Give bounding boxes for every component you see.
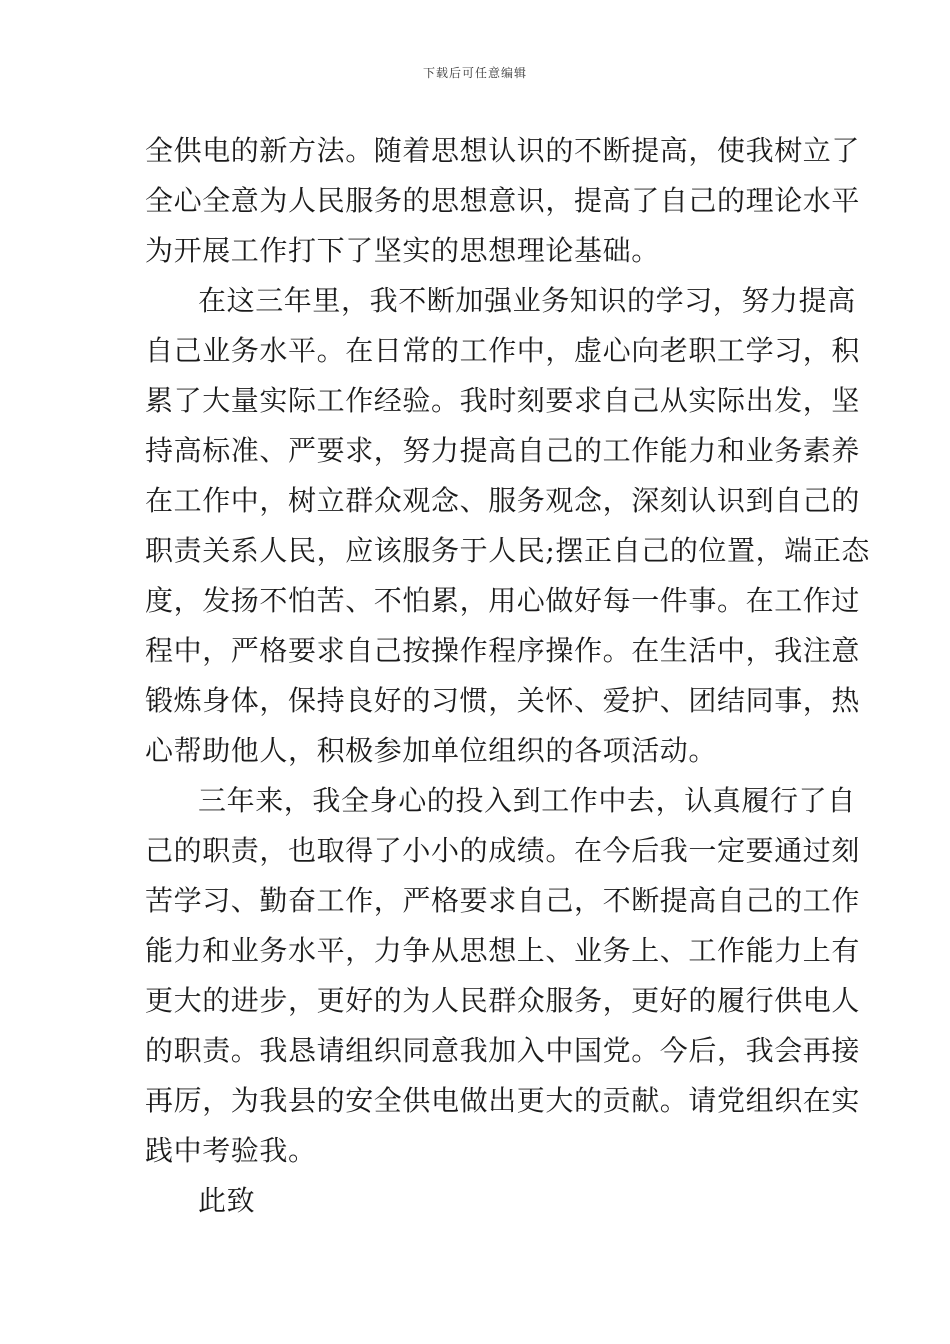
text-line: 的职责。我恳请组织同意我加入中国党。今后，我会再接 [145, 1034, 861, 1067]
text-line: 全心全意为人民服务的思想意识，提高了自己的理论水平 [145, 184, 861, 217]
text-line: 为开展工作打下了坚实的思想理论基础。 [145, 234, 660, 267]
text-line: 锻炼身体，保持良好的习惯，关怀、爱护、团结同事，热 [145, 684, 861, 717]
text-line: 全供电的新方法。随着思想认识的不断提高，使我树立了 [145, 134, 861, 167]
text-line: 苦学习、勤奋工作，严格要求自己，不断提高自己的工作 [145, 884, 861, 917]
text-line: 持高标准、严要求，努力提高自己的工作能力和业务素养 [145, 434, 861, 467]
text-line: 程中，严格要求自己按操作程序操作。在生活中，我注意 [145, 634, 861, 667]
closing-salutation: 此致 [198, 1184, 256, 1217]
text-line: 自己业务水平。在日常的工作中，虚心向老职工学习，积 [145, 334, 861, 367]
text-line: 心帮助他人，积极参加单位组织的各项活动。 [145, 734, 718, 767]
text-line: 己的职责，也取得了小小的成绩。在今后我一定要通过刻 [145, 834, 861, 867]
text-line: 度，发扬不怕苦、不怕累，用心做好每一件事。在工作过 [145, 584, 861, 617]
text-line: 更大的进步，更好的为人民群众服务，更好的履行供电人 [145, 984, 861, 1017]
text-line: 累了大量实际工作经验。我时刻要求自己从实际出发，坚 [145, 384, 861, 417]
text-line: 践中考验我。 [145, 1134, 317, 1167]
text-line: 能力和业务水平，力争从思想上、业务上、工作能力上有 [145, 934, 861, 967]
text-line: 职责关系人民，应该服务于人民;摆正自己的位置，端正态 [145, 534, 871, 567]
paragraph-first-line: 三年来，我全身心的投入到工作中去，认真履行了自 [198, 784, 856, 817]
text-line: 在工作中，树立群众观念、服务观念，深刻认识到自己的 [145, 484, 861, 517]
text-line: 再厉，为我县的安全供电做出更大的贡献。请党组织在实 [145, 1084, 861, 1117]
paragraph-first-line: 在这三年里，我不断加强业务知识的学习，努力提高 [198, 284, 856, 317]
download-note: 下载后可任意编辑 [422, 66, 527, 80]
